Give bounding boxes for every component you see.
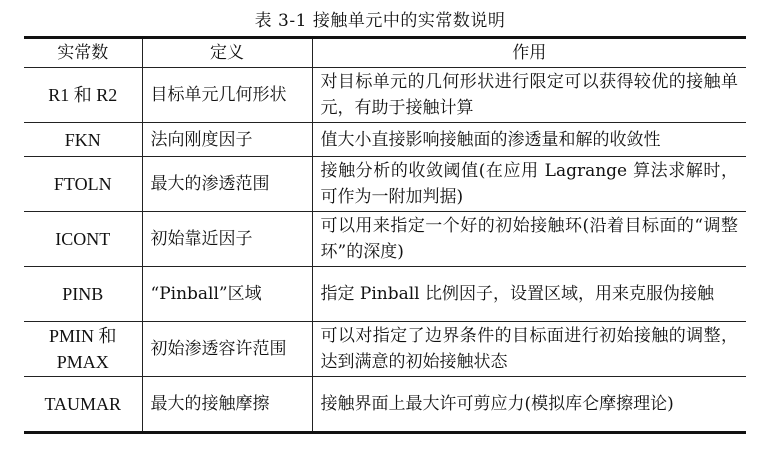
param-cell: R1 和 R2 — [24, 68, 142, 123]
usage-cell: 指定 Pinball 比例因子，设置区域，用来克服伪接触 — [312, 267, 746, 322]
definition-cell: 最大的渗透范围 — [142, 157, 312, 212]
param-cell: PINB — [24, 267, 142, 322]
header-real-constant: 实常数 — [24, 38, 142, 68]
table-row — [24, 322, 746, 377]
definition-cell: “Pinball”区域 — [142, 267, 312, 322]
real-constants-table — [24, 36, 746, 434]
param-cell: PMIN 和 PMAX — [24, 322, 142, 377]
param-cell: TAUMAR — [24, 377, 142, 433]
table-row — [24, 267, 746, 322]
table-row — [24, 157, 746, 212]
param-cell: FTOLN — [24, 157, 142, 212]
table-row — [24, 377, 746, 433]
usage-cell: 值大小直接影响接触面的渗透量和解的收敛性 — [312, 123, 746, 157]
definition-cell: 目标单元几何形状 — [142, 68, 312, 123]
table-row — [24, 68, 746, 123]
param-cell: ICONT — [24, 212, 142, 267]
usage-cell: 接触界面上最大许可剪应力(模拟库仑摩擦理论) — [312, 377, 746, 433]
definition-cell: 初始靠近因子 — [142, 212, 312, 267]
usage-cell: 对目标单元的几何形状进行限定可以获得较优的接触单元，有助于接触计算 — [312, 68, 746, 123]
header-usage: 作用 — [312, 38, 746, 68]
usage-cell: 可以用来指定一个好的初始接触环(沿着目标面的“调整环”的深度) — [312, 212, 746, 267]
header-definition: 定义 — [142, 38, 312, 68]
definition-cell: 最大的接触摩擦 — [142, 377, 312, 433]
definition-cell: 初始渗透容许范围 — [142, 322, 312, 377]
usage-cell: 接触分析的收敛阈值(在应用 Lagrange 算法求解时，可作为一附加判据) — [312, 157, 746, 212]
table-header-row — [24, 38, 746, 68]
table-row — [24, 123, 746, 157]
table-row — [24, 212, 746, 267]
usage-cell: 可以对指定了边界条件的目标面进行初始接触的调整，达到满意的初始接触状态 — [312, 322, 746, 377]
param-cell: FKN — [24, 123, 142, 157]
definition-cell: 法向刚度因子 — [142, 123, 312, 157]
table-caption: 表 3-1 接触单元中的实常数说明 — [254, 11, 506, 31]
